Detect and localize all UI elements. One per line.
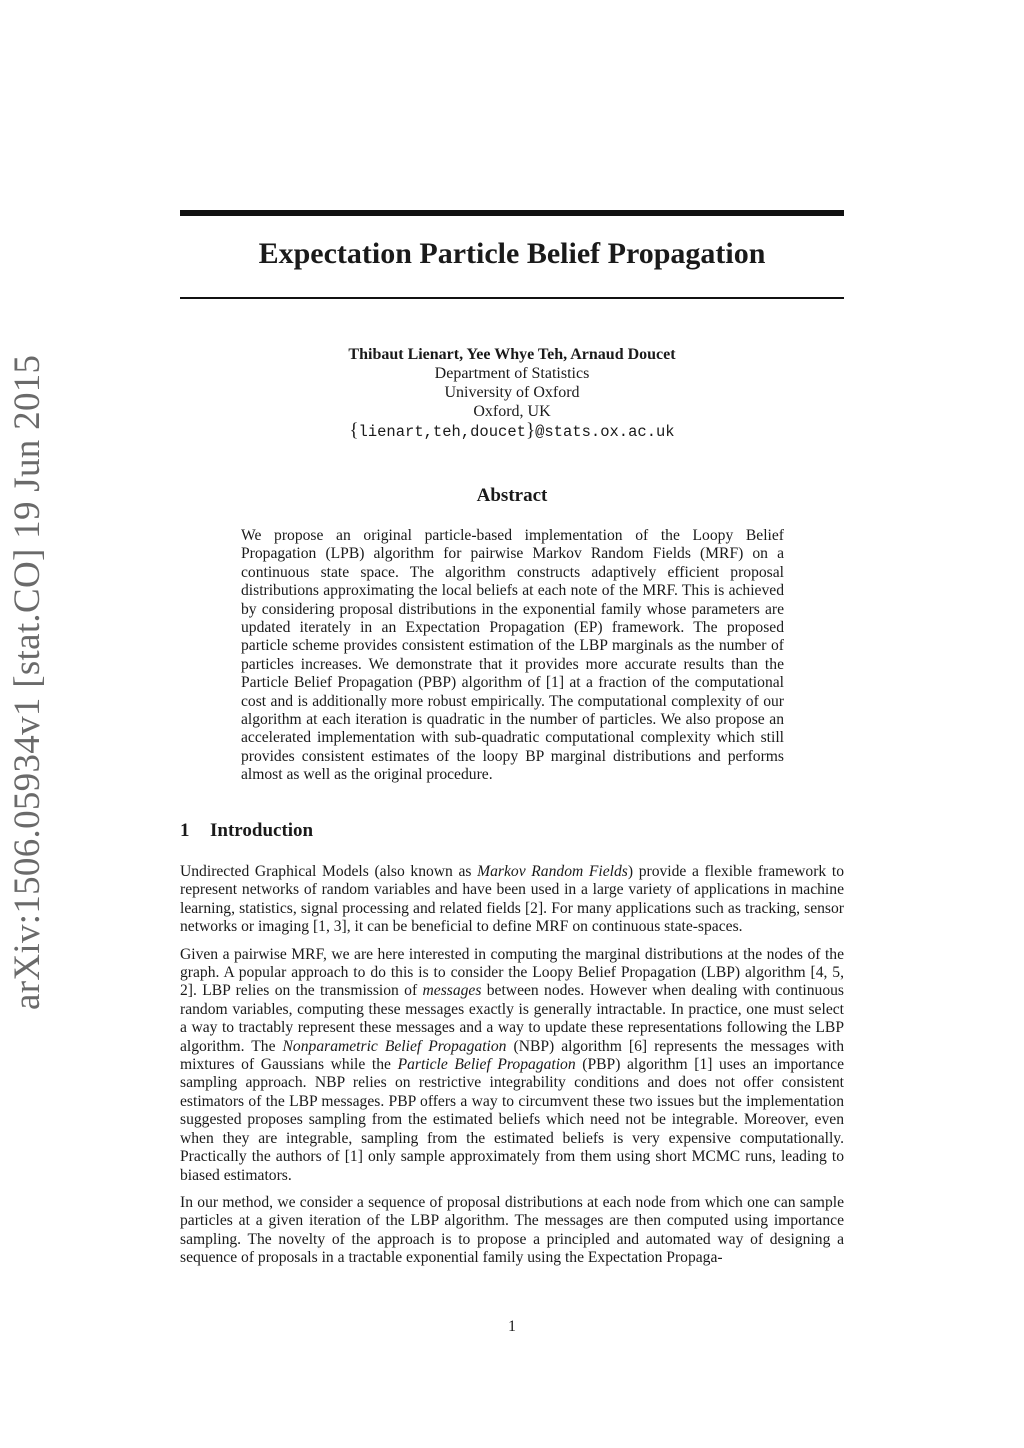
section-heading-introduction [180, 820, 313, 842]
intro-paragraph-2: Given a pairwise MRF, we are here interested in computing the marginal distributions at the nodes of the graph. A popular approach to do this is to consider the Loopy Belief Propagation (LBP) algorithm [4, 5, 2]. LBP relies on the transmission of messages between nodes. However when dealing with continuous random variables, computing these messages exactly is generally intractable. In practice, one must select a way to tractably represent these messages and a way to update these representations following the LBP algorithm. The Nonparametric Belief Propagation (NBP) algorithm [6] represents the messages with mixtures of Gaussians while the Particle Belief Propagation (PBP) algorithm [1] uses an importance sampling approach. NBP relies on restrictive integrability conditions and does not offer consistent estimators of the LBP messages. PBP offers a way to circumvent these two issues but the implementation suggested proposes sampling from the estimated beliefs which need not be integrable. Moreover, even when they are integrable, sampling from the estimated beliefs is very expensive computationally. Practically the authors of [1] only sample approximately from them using short MCMC runs, leading to biased estimators. [180, 945, 844, 1184]
intro-paragraph-3: In our method, we consider a sequence of proposal distributions at each node from which one can sample particles at a given iteration of the LBP algorithm. The messages are then computed using importance sampling. The novelty of the approach is to propose a principled and automated way of designing a sequence of proposals in a tractable exponential family using the Expectation Propaga- [180, 1193, 844, 1267]
title-rule-top [180, 210, 844, 216]
abstract-text: We propose an original particle-based implementation of the Loopy Belief Propagation (LPB) algorithm for pairwise Markov Random Fields (MRF) on a continuous state space. The algorithm constructs adaptively efficient proposal distributions approximating the local beliefs at each note of the MRF. This is achieved by considering proposal distributions in the exponential family whose parameters are updated iterately in an Expectation Propagation (EP) framework. The proposed particle scheme provides consistent estimation of the LBP marginals as the number of particles increases. We demonstrate that it provides more accurate results than the Particle Belief Propagation (PBP) algorithm of [1] at a fraction of the computational cost and is additionally more robust empirically. The computational complexity of our algorithm at each iteration is quadratic in the number of particles. We also propose an accelerated implementation with sub-quadratic computational complexity which still provides consistent estimates of the loopy BP marginal distributions and performs almost as well as the original procedure. [241, 527, 784, 784]
author-location: Oxford, UK [473, 403, 551, 420]
author-department: Department of Statistics [434, 365, 590, 382]
section-title: Introduction [210, 820, 314, 841]
author-university: University of Oxford [444, 384, 580, 401]
author-names: Thibaut Lienart, Yee Whye Teh, Arnaud Doucet [348, 346, 676, 363]
introduction-body [180, 863, 844, 1277]
section-number: 1 [180, 820, 190, 841]
page-number: 1 [508, 1318, 516, 1335]
author-emails [180, 421, 844, 442]
intro-paragraph-1: Undirected Graphical Models (also known as Markov Random Fields) provide a flexible framework to represent networks of random variables and have been used in a large variety of applications in machine learning, statistics, signal processing and related fields [2]. For many applications such as tracking, sensor networks or imaging [1, 3], it can be beneficial to define MRF on continuous state-spaces. [180, 863, 844, 936]
paper-title: Expectation Particle Belief Propagation [258, 237, 766, 270]
email-brace-close: } [525, 420, 536, 441]
abstract-heading: Abstract [476, 485, 548, 506]
title-rule-bottom [180, 297, 844, 299]
email-brace-open: { [349, 420, 359, 441]
email-users: lienart,teh,doucet [358, 423, 526, 441]
email-domain: @stats.ox.ac.uk [535, 423, 675, 441]
author-block [180, 345, 844, 442]
arxiv-identifier-stamp: arXiv:1506.05934v1 [stat.CO] 19 Jun 2015 [7, 354, 48, 1010]
